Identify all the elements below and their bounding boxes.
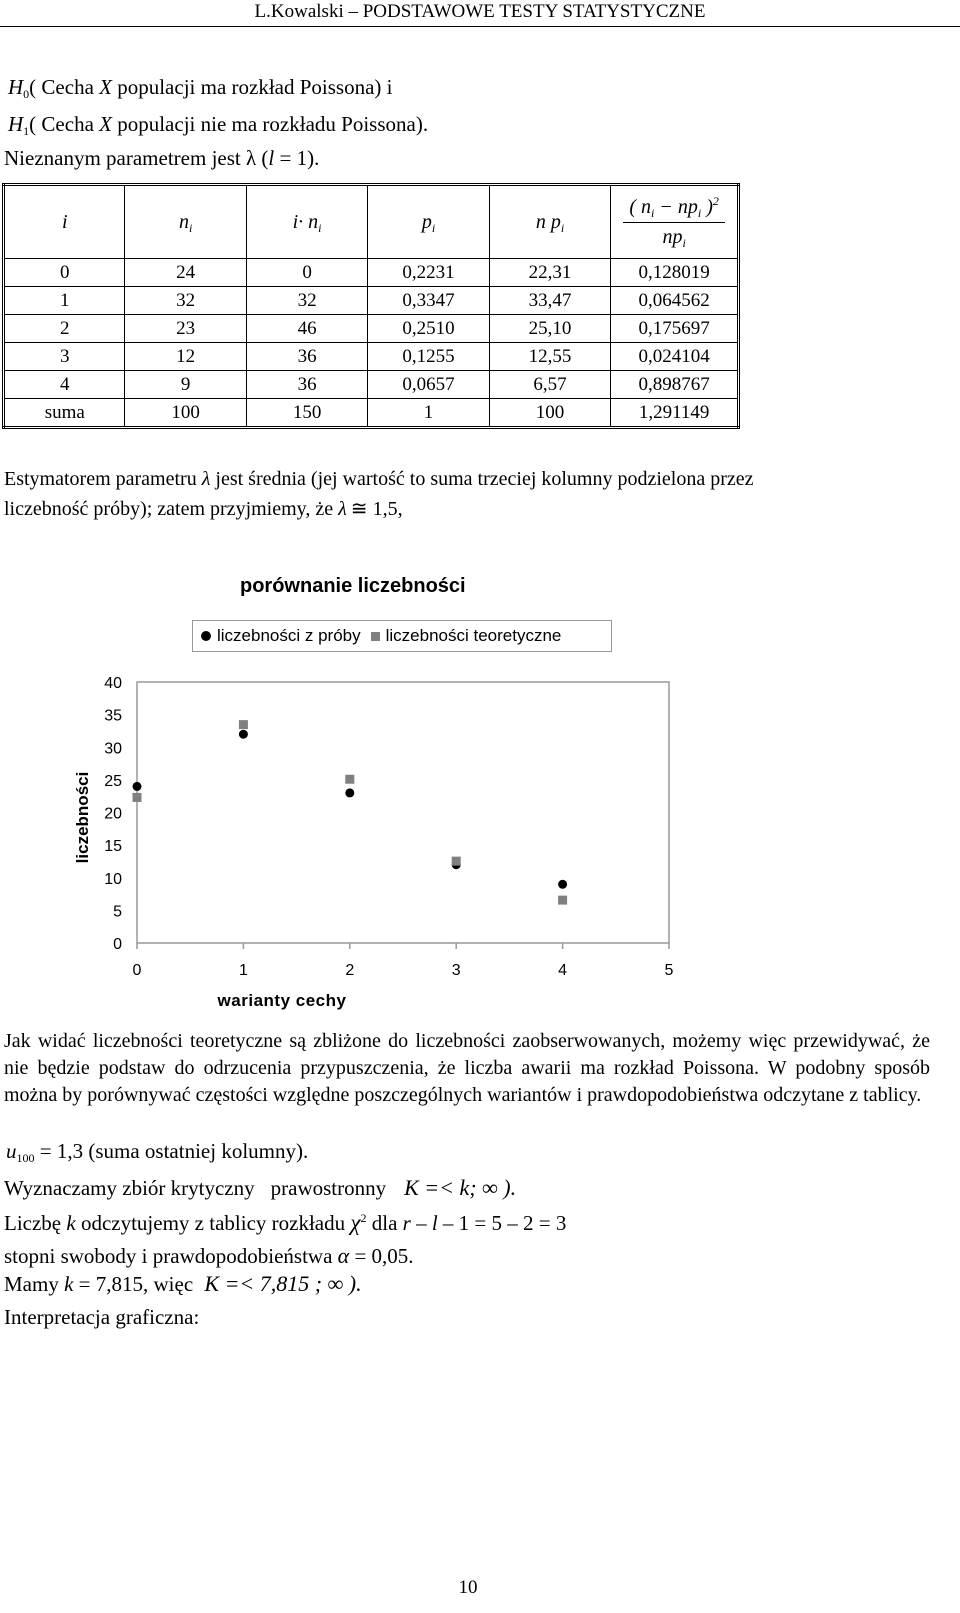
chi-table-line: [4, 1210, 566, 1236]
chart-title: porównanie liczebności: [240, 575, 466, 597]
param-rest: = 1).: [274, 146, 320, 170]
approx-symbol: ≅: [350, 498, 368, 520]
data-point-theoretical: [239, 720, 248, 729]
table-cell: 32: [246, 287, 367, 315]
data-point-sample: [345, 788, 354, 797]
y-tick-label: 40: [104, 675, 122, 692]
table-cell: 0,1255: [368, 343, 490, 371]
table-cell: 12,55: [489, 343, 610, 371]
df-text-a: stopni swobody i prawdopodobieństwa: [4, 1244, 338, 1268]
k-var: k: [66, 1211, 76, 1235]
u-sub: 100: [16, 1151, 35, 1165]
col-header-pi: $p_i$: [368, 185, 490, 259]
h1-var: X: [99, 112, 112, 136]
estimator-text-d: 1,5,: [367, 498, 403, 520]
y-tick-label: 0: [113, 936, 122, 953]
table-cell: 2: [4, 315, 125, 343]
plot-area: [137, 682, 669, 943]
alpha-symbol: α: [337, 1243, 350, 1268]
table-cell: 0,2510: [368, 315, 490, 343]
table-row: [4, 287, 739, 315]
h1-rest: populacji nie ma rozkładu Poissona).: [111, 112, 429, 136]
legend-item-theoretical: [371, 626, 562, 646]
table-cell: 36: [246, 343, 367, 371]
table-cell: suma: [4, 399, 125, 428]
x-tick-label: 4: [558, 962, 568, 979]
table-cell: 1,291149: [611, 399, 739, 428]
estimator-text-a: Estymatorem parametru: [4, 468, 202, 490]
header-rule: [0, 26, 960, 27]
u-symbol: u: [6, 1139, 17, 1163]
x-tick-label: 2: [345, 962, 355, 979]
table-cell: 150: [246, 399, 367, 428]
y-axis-label: liczebności: [73, 771, 92, 864]
x-tick-label: 1: [238, 962, 248, 979]
crit-text: Wyznaczamy zbiór krytyczny: [4, 1176, 255, 1200]
estimator-text-b: jest średnia (jej wartość to suma trzeciej kolumny podzielona przez: [210, 468, 754, 490]
scatter-chart: [60, 660, 700, 1020]
y-tick-label: 20: [104, 805, 122, 823]
h1-symbol: H: [8, 112, 24, 136]
y-tick-label: 15: [104, 838, 122, 856]
x-tick-label: 0: [132, 962, 142, 979]
x-tick-label: 5: [664, 962, 674, 979]
u-rest: = 1,3 (suma ostatniej kolumny).: [34, 1139, 309, 1163]
table-cell: 0,3347: [368, 287, 490, 315]
critical-set-line: [4, 1175, 516, 1201]
h1-sub: 1: [23, 124, 30, 138]
table-cell: 0: [4, 259, 125, 287]
data-point-sample: [239, 730, 248, 739]
mamy-text-a: Mamy: [4, 1272, 65, 1296]
y-tick-label: 10: [104, 870, 122, 888]
estimator-line-2: [4, 496, 403, 522]
table-cell: 32: [125, 287, 246, 315]
table-cell: 6,57: [489, 371, 610, 399]
table-cell: 22,31: [489, 259, 610, 287]
col-header-i: i: [4, 185, 125, 259]
page-number: 10: [458, 1577, 478, 1598]
u-statistic-line: [6, 1138, 308, 1164]
table-cell: 0,024104: [611, 343, 739, 371]
table-cell: 25,10: [489, 315, 610, 343]
table-cell: 100: [489, 399, 610, 428]
circle-marker-icon: [201, 631, 211, 641]
k-text-d: – 1 = 5 – 2 = 3: [437, 1211, 567, 1235]
table-row: [4, 399, 739, 428]
h0-text: ( Cecha: [29, 75, 100, 99]
data-point-theoretical: [345, 775, 354, 784]
table-row: [4, 343, 739, 371]
crit-side: prawostronny: [270, 1176, 387, 1200]
h0-symbol: H: [8, 75, 24, 99]
degrees-line: [4, 1243, 414, 1269]
y-tick-label: 30: [104, 740, 122, 758]
h0-var: X: [99, 75, 112, 99]
legend-label-theoretical: liczebności teoretyczne: [385, 626, 562, 645]
h0-sub: 0: [23, 87, 30, 101]
square-marker-icon: [371, 632, 380, 641]
k-text-a: Liczbę: [4, 1211, 67, 1235]
mamy-K: K =< 7,815 ; ∞ ).: [204, 1271, 362, 1296]
y-tick-label: 5: [113, 903, 122, 921]
chi-fraction: $\frac{( n_i - np_i )^2}{np_i}$: [623, 196, 725, 249]
table-cell: 0,064562: [611, 287, 739, 315]
table-cell: 9: [125, 371, 246, 399]
table-cell: 0,128019: [611, 259, 739, 287]
hypothesis-h0: [8, 74, 393, 100]
table-row: [4, 259, 739, 287]
df-text-b: = 0,05.: [349, 1244, 414, 1268]
data-point-theoretical: [558, 896, 567, 905]
table-cell: 12: [125, 343, 246, 371]
table-cell: 24: [125, 259, 246, 287]
crit-K: K =< k; ∞ ).: [404, 1175, 517, 1200]
h1-text: ( Cecha: [29, 112, 100, 136]
y-tick-label: 35: [104, 707, 122, 725]
table-cell: 0,898767: [611, 371, 739, 399]
table-header-row: [4, 185, 739, 259]
col-header-ni: $n_i$: [125, 185, 246, 259]
table-cell: 0,0657: [368, 371, 490, 399]
lambda-symbol-2: λ: [338, 498, 347, 520]
table-cell: 36: [246, 371, 367, 399]
param-text: Nieznanym parametrem jest λ (: [4, 146, 269, 170]
table-row: [4, 315, 739, 343]
table-row: [4, 371, 739, 399]
mamy-line: [4, 1271, 362, 1297]
estimator-text-c: liczebność próby); zatem przyjmiemy, że: [4, 498, 339, 520]
table-cell: 3: [4, 343, 125, 371]
table-cell: 0,175697: [611, 315, 739, 343]
table-cell: 4: [4, 371, 125, 399]
conclusion-paragraph: Jak widać liczebności teoretyczne są zbliżone do liczebności zaobserwowanych, możemy więc przewidywać, że nie będzie podstaw do odrzucenia przypuszczenia, że liczba awarii ma rozkład Poissona. W podobny sposób można by porównywać częstości względne poszczególnych wariantów i prawdopodobieństwa odczytane z tablicy.: [4, 1030, 930, 1106]
legend-item-sample: [201, 626, 361, 646]
data-point-theoretical: [452, 857, 461, 866]
table-cell: 33,47: [489, 287, 610, 315]
poisson-table: [2, 183, 740, 429]
hypothesis-h1: [8, 111, 428, 137]
data-point-sample: [133, 782, 142, 791]
y-tick-label: 25: [104, 772, 122, 790]
chi-symbol: χ: [350, 1210, 361, 1235]
table-cell: 0,2231: [368, 259, 490, 287]
table-cell: 46: [246, 315, 367, 343]
chi-sup: 2: [360, 1211, 367, 1225]
estimator-line-1: [4, 466, 754, 492]
table-cell: 23: [125, 315, 246, 343]
x-tick-label: 3: [451, 962, 461, 979]
data-point-sample: [558, 880, 567, 889]
param-var: l: [268, 146, 275, 170]
legend-label-sample: liczebności z próby: [217, 626, 361, 645]
data-point-theoretical: [133, 793, 142, 802]
unknown-parameter-line: [4, 145, 319, 171]
mamy-text-b: = 7,815, więc: [73, 1272, 199, 1296]
table-cell: 1: [368, 399, 490, 428]
lambda-symbol: λ: [201, 468, 211, 490]
k-expr: r – l: [402, 1211, 438, 1235]
table-cell: 1: [4, 287, 125, 315]
h0-rest: populacji ma rozkład Poissona) i: [111, 75, 393, 99]
col-header-chi-term: [611, 185, 739, 259]
mamy-k: k: [64, 1272, 74, 1296]
interpretation-line: Interpretacja graficzna:: [4, 1305, 200, 1329]
x-axis-label: warianty cechy: [217, 991, 347, 1010]
col-header-npi: n $p_i$: [489, 185, 610, 259]
chart-legend: [192, 620, 612, 652]
k-text-c: dla: [366, 1211, 403, 1235]
page-header: L.Kowalski – PODSTAWOWE TESTY STATYSTYCZNE: [254, 1, 706, 22]
table-cell: 0: [246, 259, 367, 287]
k-text-b: odczytujemy z tablicy rozkładu: [75, 1211, 351, 1235]
table-cell: 100: [125, 399, 246, 428]
col-header-i-ni: $i\cdot n_i$: [246, 185, 367, 259]
